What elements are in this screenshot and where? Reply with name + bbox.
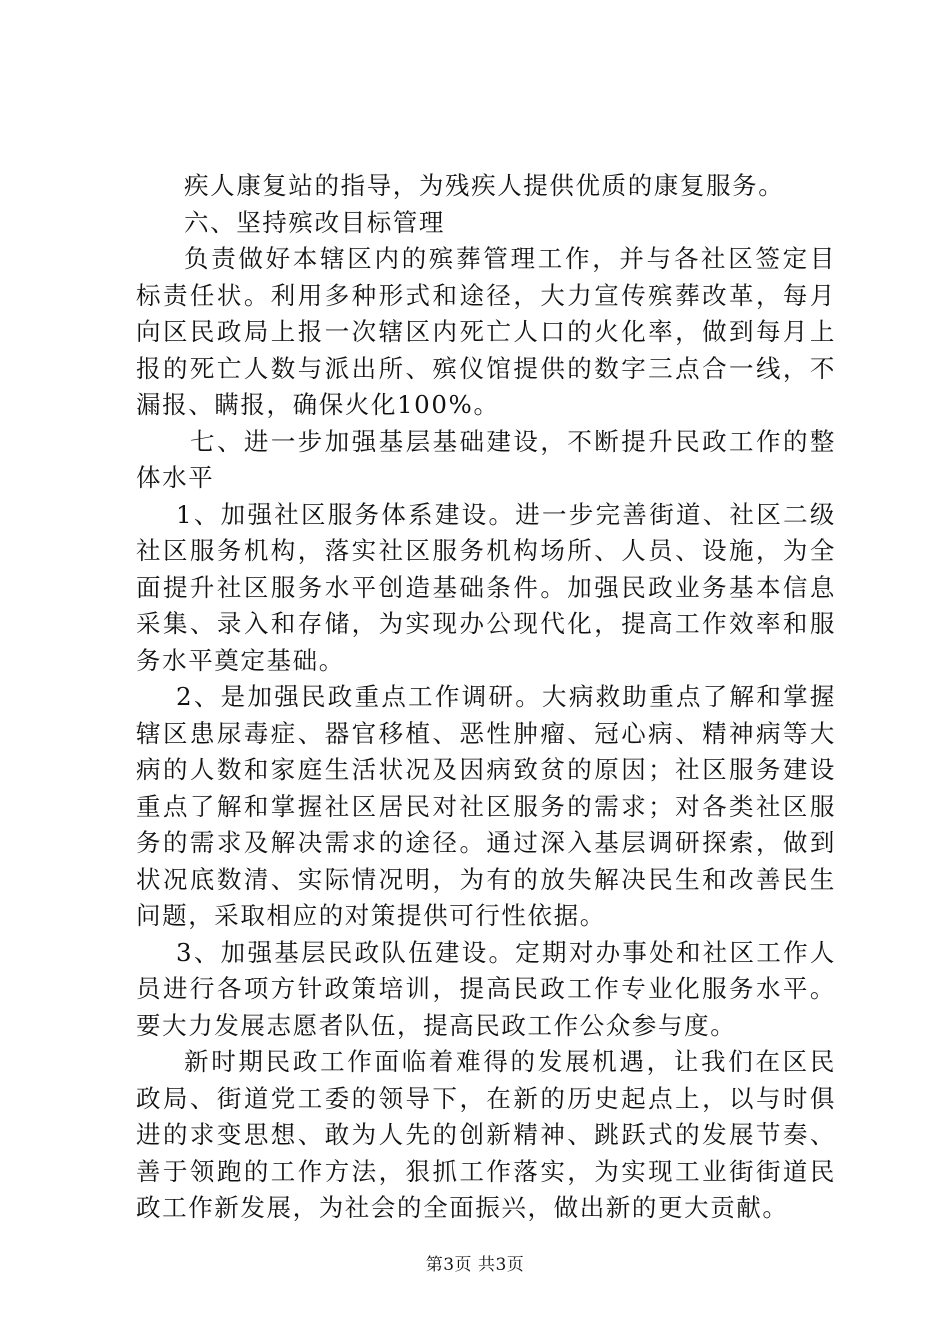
paragraph-team-building: 3、加强基层民政队伍建设。定期对办事处和社区工作人员进行各项方针政策培训，提高民政工作专业化服务水平。要大力发展志愿者队伍，提高民政工作公众参与度。 <box>136 937 836 1040</box>
heading-grassroots-construction: 七、进一步加强基层基础建设，不断提升民政工作的整体水平 <box>136 426 836 492</box>
paragraph-funeral-management: 负责做好本辖区内的殡葬管理工作，并与各社区签定目标责任状。利用多种形式和途径，大力宣传殡葬改革，每月向区民政局上报一次辖区内死亡人口的火化率，做到每月上报的死亡人数与派出所、殡仪馆提供的数字三点合一线，不漏报、瞒报，确保火化100%。 <box>136 244 836 419</box>
paragraph-key-work-research: 2、是加强民政重点工作调研。大病救助重点了解和掌握辖区患尿毒症、器官移植、恶性肿瘤、冠心病、精神病等大病的人数和家庭生活状况及因病致贫的原因；社区服务建设重点了解和掌握社区居民对社区服务的需求；对各类社区服务的需求及解决需求的途径。通过深入基层调研探索，做到状况底数清、实际情况明，为有的放失解决民生和改善民生问题，采取相应的对策提供可行性依据。 <box>136 682 836 930</box>
paragraph-conclusion: 新时期民政工作面临着难得的发展机遇，让我们在区民政局、街道党工委的领导下，在新的历史起点上，以与时俱进的求变思想、敢为人先的创新精神、跳跃式的发展节奏、善于领跑的工作方法，狠抓工作落实，为实现工业街街道民政工作新发展，为社会的全面振兴，做出新的更大贡献。 <box>136 1047 836 1222</box>
paragraph-community-service-system: 1、加强社区服务体系建设。进一步完善街道、社区二级社区服务机构，落实社区服务机构场所、人员、设施，为全面提升社区服务水平创造基础条件。加强民政业务基本信息采集、录入和存储，为实现办公现代化，提高工作效率和服务水平奠定基础。 <box>136 499 836 675</box>
document-body <box>136 168 836 1227</box>
heading-funeral-reform: 六、坚持殡改目标管理 <box>184 207 445 237</box>
page-footer: 第3页 共3页 <box>425 1255 525 1275</box>
paragraph-rehab-service: 疾人康复站的指导，为残疾人提供优质的康复服务。 <box>184 171 785 200</box>
